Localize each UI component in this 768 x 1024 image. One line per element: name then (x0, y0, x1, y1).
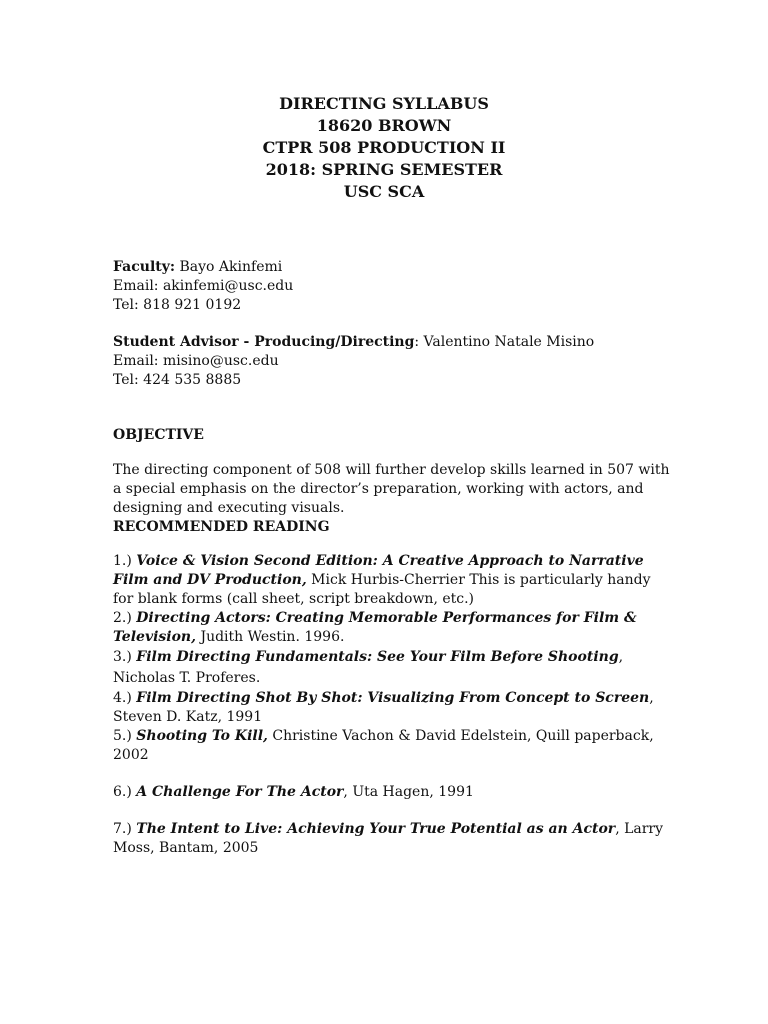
advisor-label: Student Advisor - Producing/Directing (113, 334, 415, 350)
reading-heading: RECOMMENDED READING (113, 519, 330, 535)
faculty-name: Bayo Akinfemi (175, 259, 283, 275)
faculty-label: Faculty: (113, 259, 176, 275)
objective-heading: OBJECTIVE (113, 427, 204, 443)
reading-item-title: Voice & Vision Second Edition: A Creative Approach to Narrative Film and DV Production, (113, 553, 644, 588)
header-semester: 2018: SPRING SEMESTER (265, 160, 503, 179)
advisor-email: Email: misino@usc.edu (113, 353, 279, 369)
advisor-block (113, 333, 673, 390)
objective-text: The directing component of 508 will further develop skills learned in 507 with a special emphasis on the director’s preparation, working with actors, and designing and executing visuals. (113, 462, 670, 516)
header-title: DIRECTING SYLLABUS (279, 94, 489, 113)
reading-item: 1.) Voice & Vision Second Edition: A Creative Approach to Narrative Film and DV Production, Mick Hurbis-Cherrier This is particularly handy for blank forms (call sheet, script breakdown, etc.) (113, 553, 651, 607)
header-course-number: 18620 BROWN (316, 116, 452, 135)
reading-item: 3.) Film Directing Fundamentals: See Your Film Before Shooting, Nicholas T. Proferes. (113, 649, 624, 686)
reading-item: 6.) A Challenge For The Actor, Uta Hagen, 1991 (113, 784, 474, 800)
header-school: USC SCA (343, 182, 425, 201)
reading-item: 7.) The Intent to Live: Achieving Your True Potential as an Actor, Larry Moss, Bantam, 2005 (113, 821, 664, 856)
reading-item-title: The Intent to Live: Achieving Your True Potential as an Actor (136, 821, 616, 837)
reading-item-title: A Challenge For The Actor (136, 784, 344, 800)
syllabus-body (113, 258, 673, 858)
reading-item: 5.) Shooting To Kill, Christine Vachon & David Edelstein, Quill paperback, 2002 (113, 728, 654, 763)
reading-item: 4.) Film Directing Shot By Shot: Visualizing From Concept to Screen, Steven D. Katz, 1991 (113, 690, 654, 725)
advisor-name: : Valentino Natale Misino (414, 334, 595, 350)
reading-item-title: Film Directing Shot By Shot: Visualizing From Concept to Screen (136, 690, 650, 706)
faculty-tel: Tel: 818 921 0192 (113, 297, 242, 313)
faculty-email: Email: akinfemi@usc.edu (113, 278, 294, 294)
faculty-block (113, 258, 673, 315)
advisor-tel: Tel: 424 535 8885 (113, 372, 242, 388)
document-header (0, 93, 768, 203)
reading-item: 2.) Directing Actors: Creating Memorable Performances for Film & Television, Judith Westin. 1996. (113, 610, 637, 645)
reading-item-title: Shooting To Kill, (136, 728, 268, 744)
reading-item-title: Directing Actors: Creating Memorable Performances for Film & Television, (113, 610, 637, 645)
reading-item-title: Film Directing Fundamentals: See Your Film Before Shooting (136, 649, 619, 665)
header-course-name: CTPR 508 PRODUCTION II (262, 138, 506, 157)
